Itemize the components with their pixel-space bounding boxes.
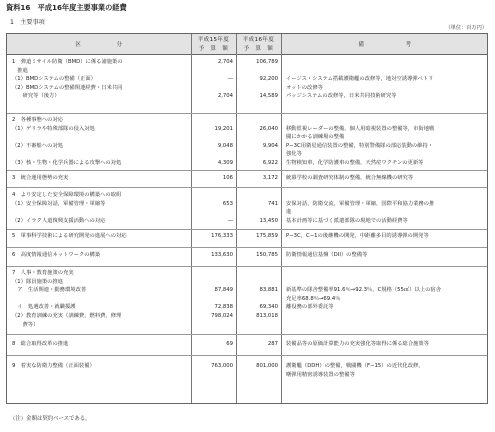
row-6-remarks: 防衛情報通信基盤（DII）の整備等: [286, 252, 368, 258]
row-2-fy15: 19,201 9,048 4,309: [214, 125, 233, 166]
row-divider: [7, 334, 487, 335]
row-6-category: 6 高度情報通信ネットワークの構築: [12, 252, 101, 258]
row-6-fy16: 150,785: [256, 252, 278, 258]
row-9-fy16: 801,000: [256, 363, 278, 369]
row-1-category: 1 弾道ミサイル防衛（BMD）に係る諸施策の 推進 （1）BMDシステムの整備（正面） （2）BMDシステムの整備関連経費・日米共同 研究等（後方）: [12, 59, 123, 100]
row-2-fy16: 26,040 9,904 6,922: [259, 125, 278, 166]
row-7-remarks: 新基準の隊舎整備率91.6％→92.3％，C規格（55㎡）以上の宿舎 充足率68.8％→69.4％ 離役務の部外委託等: [286, 287, 441, 311]
header-fy16-year: 平成16年度: [242, 37, 275, 43]
row-divider: [7, 266, 487, 267]
row-7-fy16: 83,881 69,340 813,018: [256, 287, 278, 319]
row-divider: [7, 355, 487, 356]
header-fy15-year: 平成15年度: [197, 37, 230, 43]
row-1-remarks: イージス・システム搭載護衛艦の改修等，地対空誘導弾ペトリ オットの改修等 パッジシステムの改修等，日米共同技術研究等: [286, 76, 434, 100]
header-fy15-label: 予 算 額: [198, 46, 229, 52]
row-5-remarks: P−3C，C−1の後継機の開発，中距離多目的誘導弾の開発等: [286, 233, 429, 239]
row-1-fy16: 106,789 92,200 14,589: [256, 59, 278, 100]
row-2-remarks: 移動監視レーダーの整備，個人用暗視装置の整備等，市街地戦 闘にかかる訓練場の整備 P−3C用衛星通信装置の整備，特別警備隊の部応装動の維持・ 強化等 生物検知車，化学防護車の整備，天然痘ワクチンの更新等: [286, 125, 435, 166]
row-8-fy16: 287: [267, 341, 278, 347]
header-category: 区 分: [75, 42, 123, 48]
row-4-category: 4 より安定した安全保障環境の構築への取組 （1）安全保障対話，軍備管理・軍縮等 （2）イラク人道復興支援活動への対応: [12, 192, 122, 224]
table-header: [7, 34, 487, 55]
row-8-fy15: 69: [226, 341, 233, 347]
row-5-fy16: 175,859: [256, 233, 278, 239]
row-5-fy15: 176,333: [211, 233, 233, 239]
row-4-fy15: 653 ―: [222, 200, 233, 224]
section-heading: 1 主要事項: [10, 19, 45, 26]
row-divider: [7, 247, 487, 248]
row-9-category: 9 着実な防衛力整備（正面装備）: [12, 363, 95, 369]
row-3-remarks: 統幕学校の調査研究体制の整備，統合無線機の研究等: [286, 175, 414, 181]
row-divider: [7, 170, 487, 171]
row-8-category: 8 総合取得改革の推進: [12, 341, 69, 347]
row-3-fy15: 106: [222, 175, 233, 181]
unit-label: （単位：百万円）: [445, 25, 487, 31]
row-7-category: 7 人事・教育施策の充実 （1）隊員施策の推進 ア 生活関連・勤務環境改善 イ 処遇改善・就職援護 （2）教育訓練の充実（訓練費，燃料費，修理 費等）: [12, 270, 122, 328]
row-divider: [7, 187, 487, 188]
row-5-category: 5 軍事科学技術による研究開発の進展への対応: [12, 233, 127, 239]
budget-table: [6, 33, 488, 404]
column-divider: [281, 34, 282, 403]
row-4-fy16: 741 13,450: [259, 200, 278, 224]
row-divider: [7, 229, 487, 230]
header-remarks: 備 考: [358, 42, 412, 48]
footnote: （注）金額は契約ベースである。: [10, 416, 91, 422]
row-2-category: 2 各種事態への対応 （1）ゲリラや特殊部隊の侵入対処 （2）不審船への対処 （3）核・生物・化学兵器による攻撃への対処: [12, 117, 122, 166]
row-4-remarks: 安保対話，防衛交流，軍備管理・軍縮，国際平和協力業務の推 進 基本計画等に基づく派遣部隊の現地での活動経費等: [286, 200, 435, 224]
row-3-category: 3 統合運用態勢の充実: [12, 175, 69, 181]
row-6-fy15: 133,630: [211, 252, 233, 258]
row-8-remarks: 装備品等の原価計算能力の充実強化等取得に係る総合施策等: [286, 341, 430, 347]
row-divider: [7, 113, 487, 114]
header-fy16-label: 予 算 額: [243, 46, 274, 52]
row-1-fy15: 2,704 ― 2,704: [217, 59, 233, 100]
column-divider: [191, 34, 192, 403]
row-9-remarks: 護衛艦（DDH）の整備，戦闘機（F−15）の近代化改修， 曙弾用精密誘導装置の整備等: [286, 363, 424, 378]
row-7-fy15: 87,849 72,838 798,024: [211, 287, 233, 319]
row-3-fy16: 3,172: [262, 175, 278, 181]
column-divider: [236, 34, 237, 403]
row-9-fy15: 763,000: [211, 363, 233, 369]
document-title: 資料16 平成16年度主要事業の経費: [6, 3, 127, 12]
